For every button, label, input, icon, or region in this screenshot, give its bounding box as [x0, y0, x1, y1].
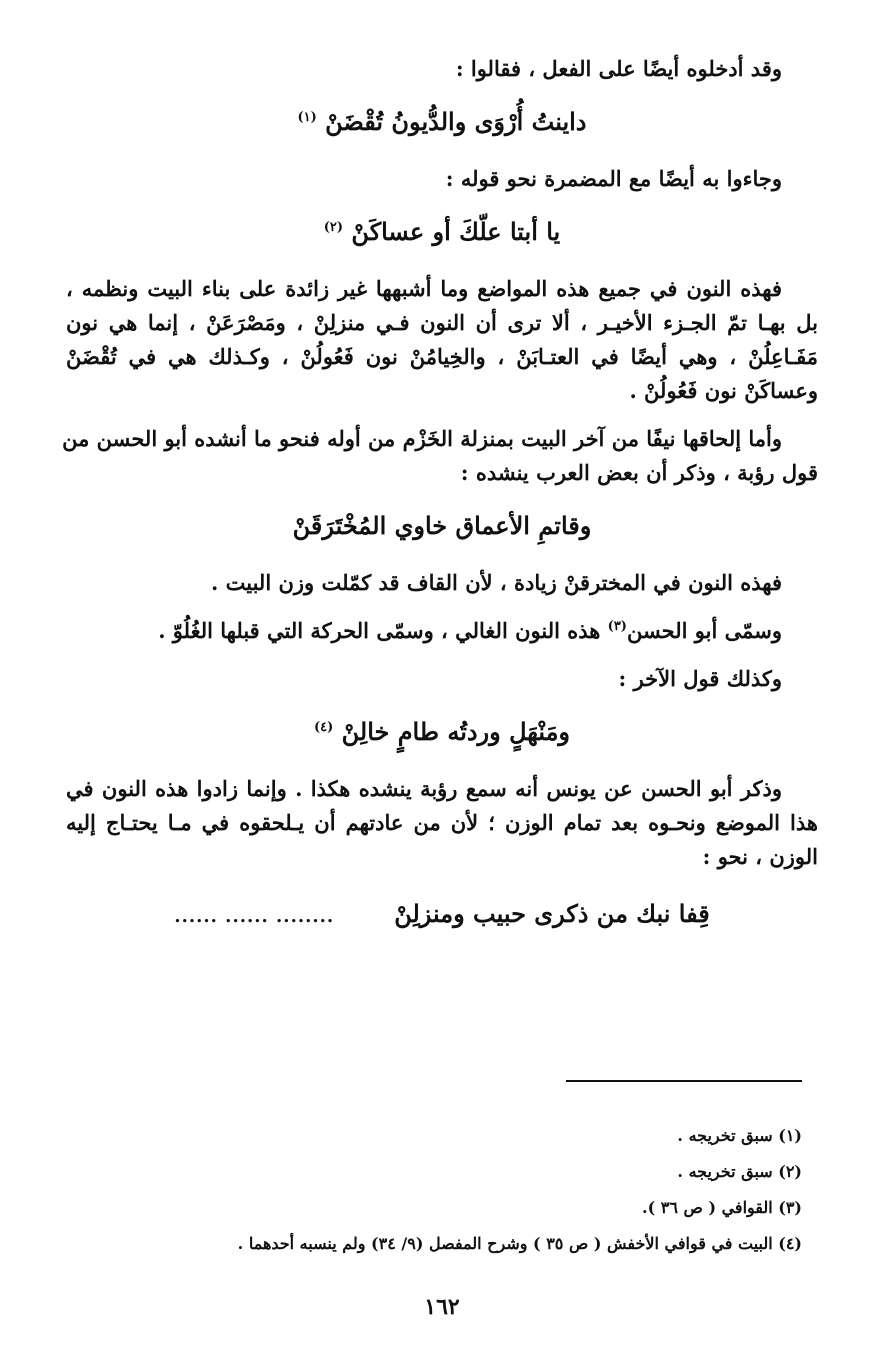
- verse: [66, 892, 818, 939]
- verse: [66, 210, 818, 254]
- footnotes: [66, 1118, 802, 1262]
- verse-text: يا أبتا علّكَ أو عساكَنْ: [351, 217, 561, 246]
- verse-text: قِفا نبك من ذكرى حبيب ومنزلِنْ: [394, 899, 710, 928]
- verse-omission-dots: ...... ...... ........: [174, 906, 335, 927]
- text-line: هذا الموضع ونحـوه بعد تمام الوزن ؛ لأن من عادتهم أن يـلحقوه في مـا يحتـاج إليه: [66, 810, 818, 835]
- footnote-ref[interactable]: (٤): [313, 720, 334, 735]
- text-line: [66, 614, 818, 648]
- footnote-ref[interactable]: (٣): [607, 619, 627, 634]
- text-line: فهذه النون في المخترقنْ زيادة ، لأن القاف قد كمّلت وزن البيت .: [211, 570, 782, 595]
- paragraph: [66, 162, 818, 196]
- paragraph: [66, 566, 818, 600]
- text-line: بل بهـا تمّ الجـزء الأخيـر ، ألا ترى أن النون فـي منزلِنْ ، ومَصْرَعَنْ ، إنما هي نون: [66, 310, 818, 335]
- verse: [66, 504, 818, 548]
- main-text: [62, 52, 818, 939]
- text-line: وعساكَنْ نون فَعُولُنْ .: [629, 378, 818, 403]
- text-line: قول رؤبة ، وذكر أن بعض العرب ينشده :: [460, 460, 818, 485]
- footnote-divider: [566, 1080, 802, 1082]
- footnote-ref[interactable]: (١): [297, 110, 317, 125]
- paragraph: [66, 662, 818, 696]
- paragraph: [66, 614, 818, 648]
- paragraph: [62, 422, 818, 490]
- footnote: (٣) القوافي ( ص ٣٦ ).: [642, 1198, 802, 1217]
- text-line: مَفَـاعِلُنْ ، وهي أيضًا في العتـابَنْ ، والخِيامُنْ نون فَعُولُنْ ، وكـذلك هي في تُقْضَنْ: [66, 344, 818, 369]
- verse: [66, 710, 818, 754]
- paragraph: [66, 52, 818, 86]
- verse-text: ومَنْهَلٍ وردتُه طامٍ خالِنْ: [341, 717, 571, 746]
- footnote: (٤) البيت في قوافي الأخفش ( ص ٣٥ ) وشرح المفصل (٩/ ٣٤) ولم ينسبه أحدهما .: [237, 1234, 802, 1253]
- footnote: (٢) سبق تخريجه .: [677, 1162, 802, 1181]
- paragraph: [66, 772, 818, 874]
- text-fragment: وسمّى أبو الحسن: [626, 618, 782, 643]
- text-line: وكذلك قول الآخر :: [618, 666, 782, 691]
- text-fragment: هذه النون الغالي ، وسمّى الحركة التي قبلها الغُلُوّ .: [158, 618, 601, 643]
- text-line: الوزن ، نحو :: [702, 844, 818, 869]
- page-number: ١٦٢: [424, 1294, 460, 1320]
- text-line: وقد أدخلوه أيضًا على الفعل ، فقالوا :: [455, 56, 782, 81]
- verse: [66, 100, 818, 144]
- text-line: فهذه النون في جميع هذه المواضع وما أشبهها غير زائدة على بناء البيت ونظمه ،: [66, 276, 782, 301]
- paragraph: [66, 272, 818, 408]
- footnote: (١) سبق تخريجه .: [677, 1126, 802, 1145]
- text-line: وجاءوا به أيضًا مع المضمرة نحو قوله :: [445, 166, 782, 191]
- verse-text: داينتُ أُرْوَى والدُّيونُ تُقْضَنْ: [325, 107, 587, 136]
- text-line: وذكر أبو الحسن عن يونس أنه سمع رؤبة ينشده هكذا . وإنما زادوا هذه النون في: [66, 776, 782, 801]
- text-line: وأما إلحاقها نيفًا من آخر البيت بمنزلة الخَزْم من أوله فنحو ما أنشده أبو الحسن من: [62, 426, 782, 451]
- footnote-ref[interactable]: (٢): [323, 220, 344, 235]
- verse-text: وقاتمِ الأعماق خاوي المُخْتَرَقَنْ: [292, 511, 592, 540]
